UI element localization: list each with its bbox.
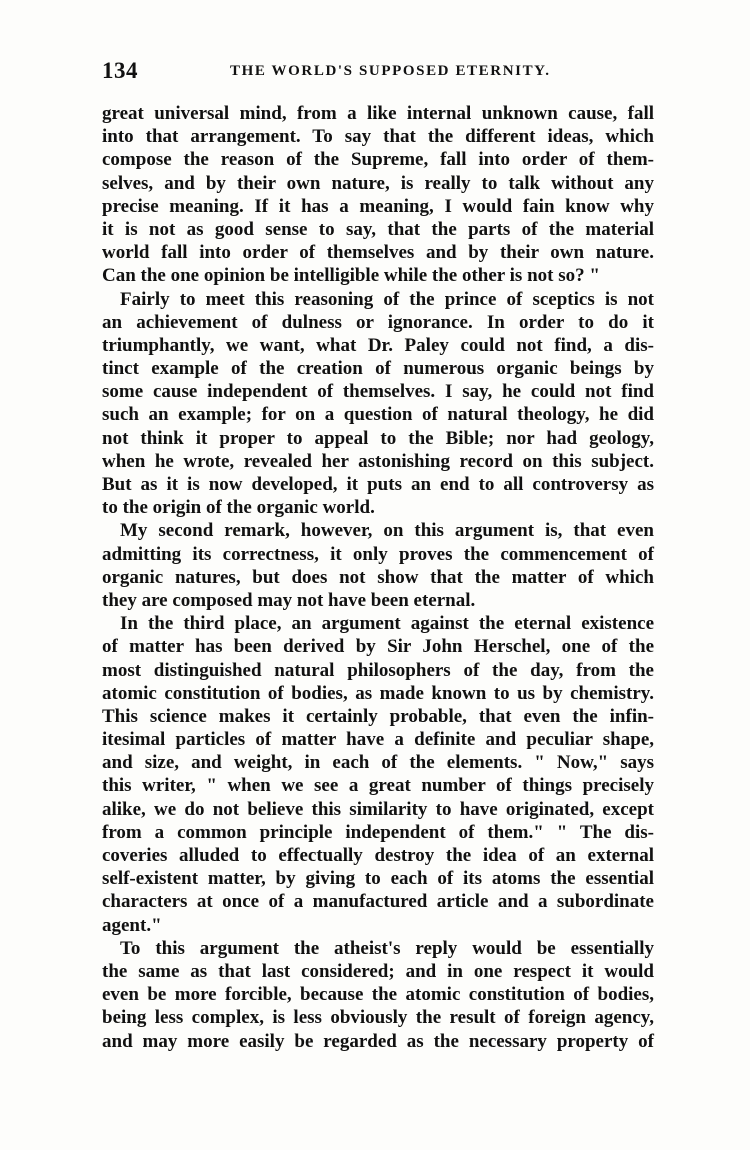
text-line: when he wrote, revealed her astonishing record on this subject.: [102, 450, 654, 472]
page-number: 134: [102, 58, 138, 83]
text-line: characters at once of a manufactured article and a subordinate: [102, 891, 654, 913]
text-line: into that arrangement. To say that the different ideas, which: [102, 126, 654, 148]
text-line: and size, and weight, in each of the elements. " Now," says: [102, 752, 654, 774]
text-line: triumphantly, we want, what Dr. Paley could not find, a dis-: [102, 334, 654, 356]
text-line: In the third place, an argument against the eternal existence: [120, 613, 654, 635]
text-line: self-existent matter, by giving to each of its atoms the essential: [102, 868, 654, 890]
text-line: This science makes it certainly probable, that even the infin-: [102, 705, 654, 727]
text-line: most distinguished natural philosophers of the day, from the: [102, 659, 654, 681]
running-title: THE WORLD'S SUPPOSED ETERNITY.: [230, 63, 551, 79]
text-line: coveries alluded to effectually destroy the idea of an external: [102, 845, 654, 866]
text-line: the same as that last considered; and in one respect it would: [102, 960, 654, 982]
text-line: an achievement of dulness or ignorance. In order to do it: [102, 311, 654, 333]
text-line: great universal mind, from a like internal unknown cause, fall: [102, 103, 654, 124]
text-line: But as it is now developed, it puts an end to all controversy as: [102, 474, 654, 495]
body-text: [102, 102, 654, 1053]
text-line: they are composed may not have been eternal.: [102, 589, 476, 611]
text-line: To this argument the atheist's reply would be essentially: [120, 937, 654, 959]
text-line: compose the reason of the Supreme, fall into order of them-: [102, 149, 654, 171]
running-head: [102, 58, 662, 88]
text-line: this writer, " when we see a great number of things precisely: [102, 775, 654, 797]
text-line: tinct example of the creation of numerous organic beings by: [102, 358, 654, 380]
text-line: some cause independent of themselves. I say, he could not find: [102, 381, 654, 403]
text-line: even be more forcible, because the atomic constitution of bodies,: [102, 984, 654, 1006]
text-line: it is not as good sense to say, that the parts of the material: [102, 218, 654, 240]
text-line: such an example; for on a question of natural theology, he did: [102, 404, 654, 426]
text-line: precise meaning. If it has a meaning, I would fain know why: [102, 195, 654, 217]
text-line: atomic constitution of bodies, as made known to us by chemistry.: [102, 682, 654, 704]
text-line: Fairly to meet this reasoning of the prince of sceptics is not: [120, 288, 654, 310]
text-line: world fall into order of themselves and by their own nature.: [102, 242, 654, 264]
text-line: itesimal particles of matter have a definite and peculiar shape,: [102, 729, 654, 751]
text-line: to the origin of the organic world.: [102, 497, 375, 519]
text-line: Can the one opinion be intelligible while the other is not so? ": [102, 265, 600, 287]
text-line: not think it proper to appeal to the Bible; nor had geology,: [102, 427, 654, 449]
text-line: selves, and by their own nature, is really to talk without any: [102, 172, 654, 194]
text-line: agent.": [102, 914, 162, 936]
text-line: and may more easily be regarded as the necessary property of: [102, 1030, 654, 1052]
text-line: from a common principle independent of them." " The dis-: [102, 821, 654, 843]
text-line: being less complex, is less obviously the result of foreign agency,: [102, 1007, 654, 1029]
text-line: alike, we do not believe this similarity to have originated, except: [102, 798, 654, 820]
text-line: admitting its correctness, it only proves the commencement of: [102, 543, 654, 565]
text-line: My second remark, however, on this argument is, that even: [120, 520, 654, 542]
text-line: organic natures, but does not show that the matter of which: [102, 566, 654, 588]
text-line: of matter has been derived by Sir John Herschel, one of the: [102, 636, 654, 658]
